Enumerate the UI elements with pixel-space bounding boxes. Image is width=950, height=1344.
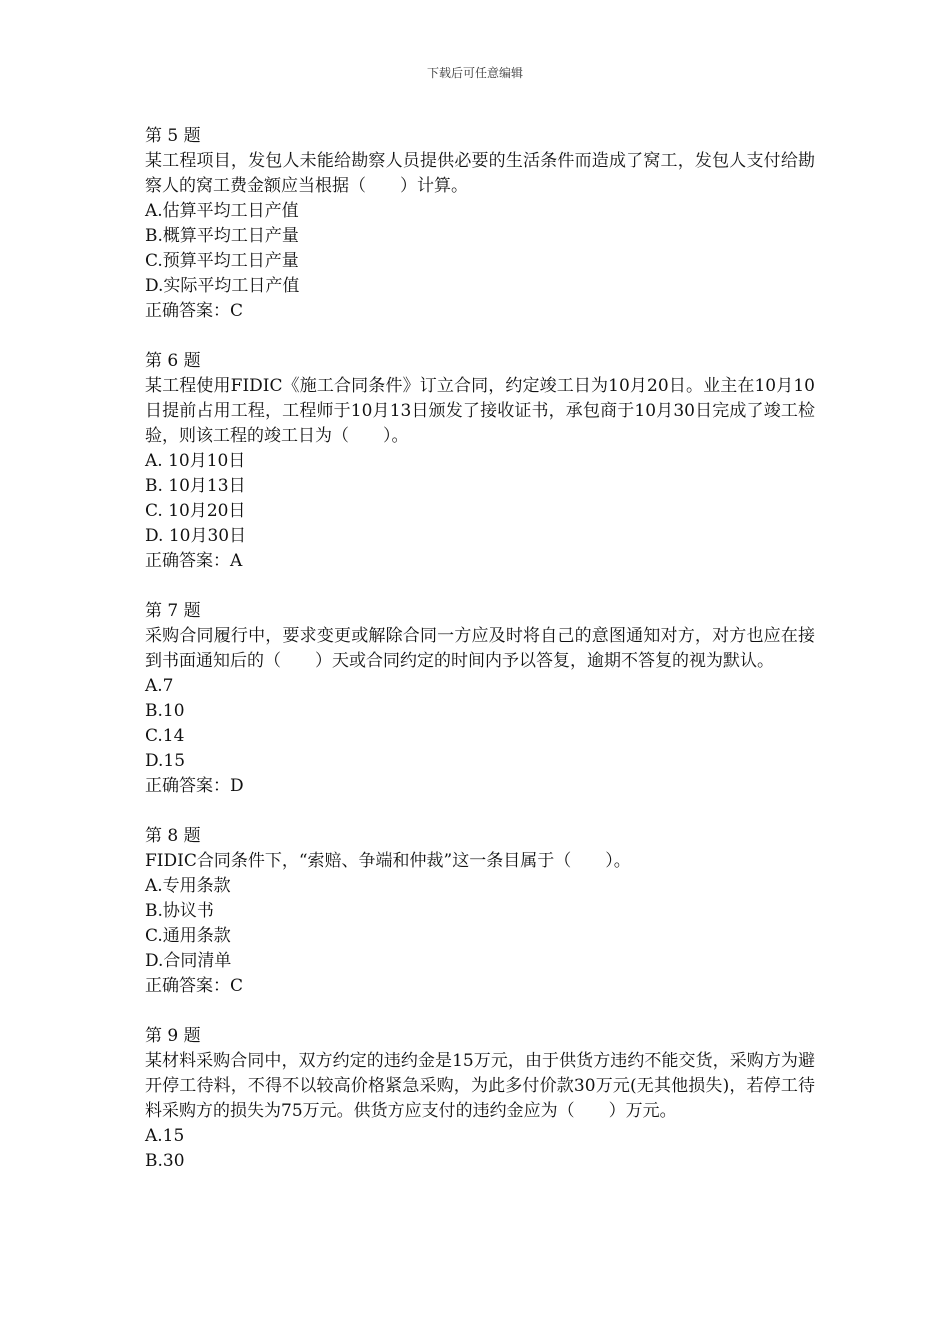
option-a: A.估算平均工日产值 bbox=[145, 201, 299, 221]
option-b: B.协议书 bbox=[145, 901, 214, 921]
question-title: 第 9 题 bbox=[145, 1026, 201, 1046]
option-d: D.合同清单 bbox=[145, 951, 232, 971]
option-d: D. 10月30日 bbox=[145, 526, 247, 546]
question-stem: 采购合同履行中，要求变更或解除合同一方应及时将自己的意图通知对方，对方也应在接到书面通知后的（ ）天或合同约定的时间内予以答复，逾期不答复的视为默认。 bbox=[145, 626, 815, 671]
question-6 bbox=[145, 349, 815, 574]
question-stem: 某工程使用FIDIC《施工合同条件》订立合同，约定竣工日为10月20日。业主在10月10日提前占用工程，工程师于10月13日颁发了接收证书，承包商于10月30日完成了竣工检验，则该工程的竣工日为（ ）。 bbox=[145, 376, 815, 446]
correct-answer: 正确答案：C bbox=[145, 301, 244, 321]
option-c: C.14 bbox=[145, 726, 185, 746]
question-stem: 某工程项目，发包人未能给勘察人员提供必要的生活条件而造成了窝工，发包人支付给勘察人的窝工费金额应当根据（ ）计算。 bbox=[145, 151, 815, 196]
option-d: D.15 bbox=[145, 751, 186, 771]
option-a: A.15 bbox=[145, 1126, 185, 1146]
question-9 bbox=[145, 1024, 815, 1174]
question-7 bbox=[145, 599, 815, 799]
correct-answer: 正确答案：D bbox=[145, 776, 244, 796]
question-title: 第 6 题 bbox=[145, 351, 201, 371]
option-b: B.概算平均工日产量 bbox=[145, 226, 299, 246]
correct-answer: 正确答案：C bbox=[145, 976, 244, 996]
option-a: A.专用条款 bbox=[145, 876, 231, 896]
option-b: B.30 bbox=[145, 1151, 185, 1171]
question-5 bbox=[145, 124, 815, 324]
question-title: 第 8 题 bbox=[145, 826, 201, 846]
page-header: 下载后可任意编辑 bbox=[426, 66, 523, 80]
question-stem: 某材料采购合同中，双方约定的违约金是15万元，由于供货方违约不能交货，采购方为避开停工待料，不得不以较高价格紧急采购，为此多付价款30万元(无其他损失)，若停工待料采购方的损失为75万元。供货方应支付的违约金应为（ ）万元。 bbox=[145, 1051, 815, 1121]
document-body bbox=[145, 124, 815, 1199]
option-c: C. 10月20日 bbox=[145, 501, 246, 521]
question-title: 第 5 题 bbox=[145, 126, 201, 146]
question-stem: FIDIC合同条件下，“索赔、争端和仲裁”这一条目属于（ ）。 bbox=[145, 851, 631, 871]
option-b: B.10 bbox=[145, 701, 185, 721]
option-a: A. 10月10日 bbox=[145, 451, 246, 471]
option-b: B. 10月13日 bbox=[145, 476, 246, 496]
question-8 bbox=[145, 824, 815, 999]
correct-answer: 正确答案：A bbox=[145, 551, 243, 571]
option-d: D.实际平均工日产值 bbox=[145, 276, 300, 296]
question-title: 第 7 题 bbox=[145, 601, 201, 621]
option-c: C.通用条款 bbox=[145, 926, 231, 946]
option-a: A.7 bbox=[145, 676, 174, 696]
option-c: C.预算平均工日产量 bbox=[145, 251, 299, 271]
